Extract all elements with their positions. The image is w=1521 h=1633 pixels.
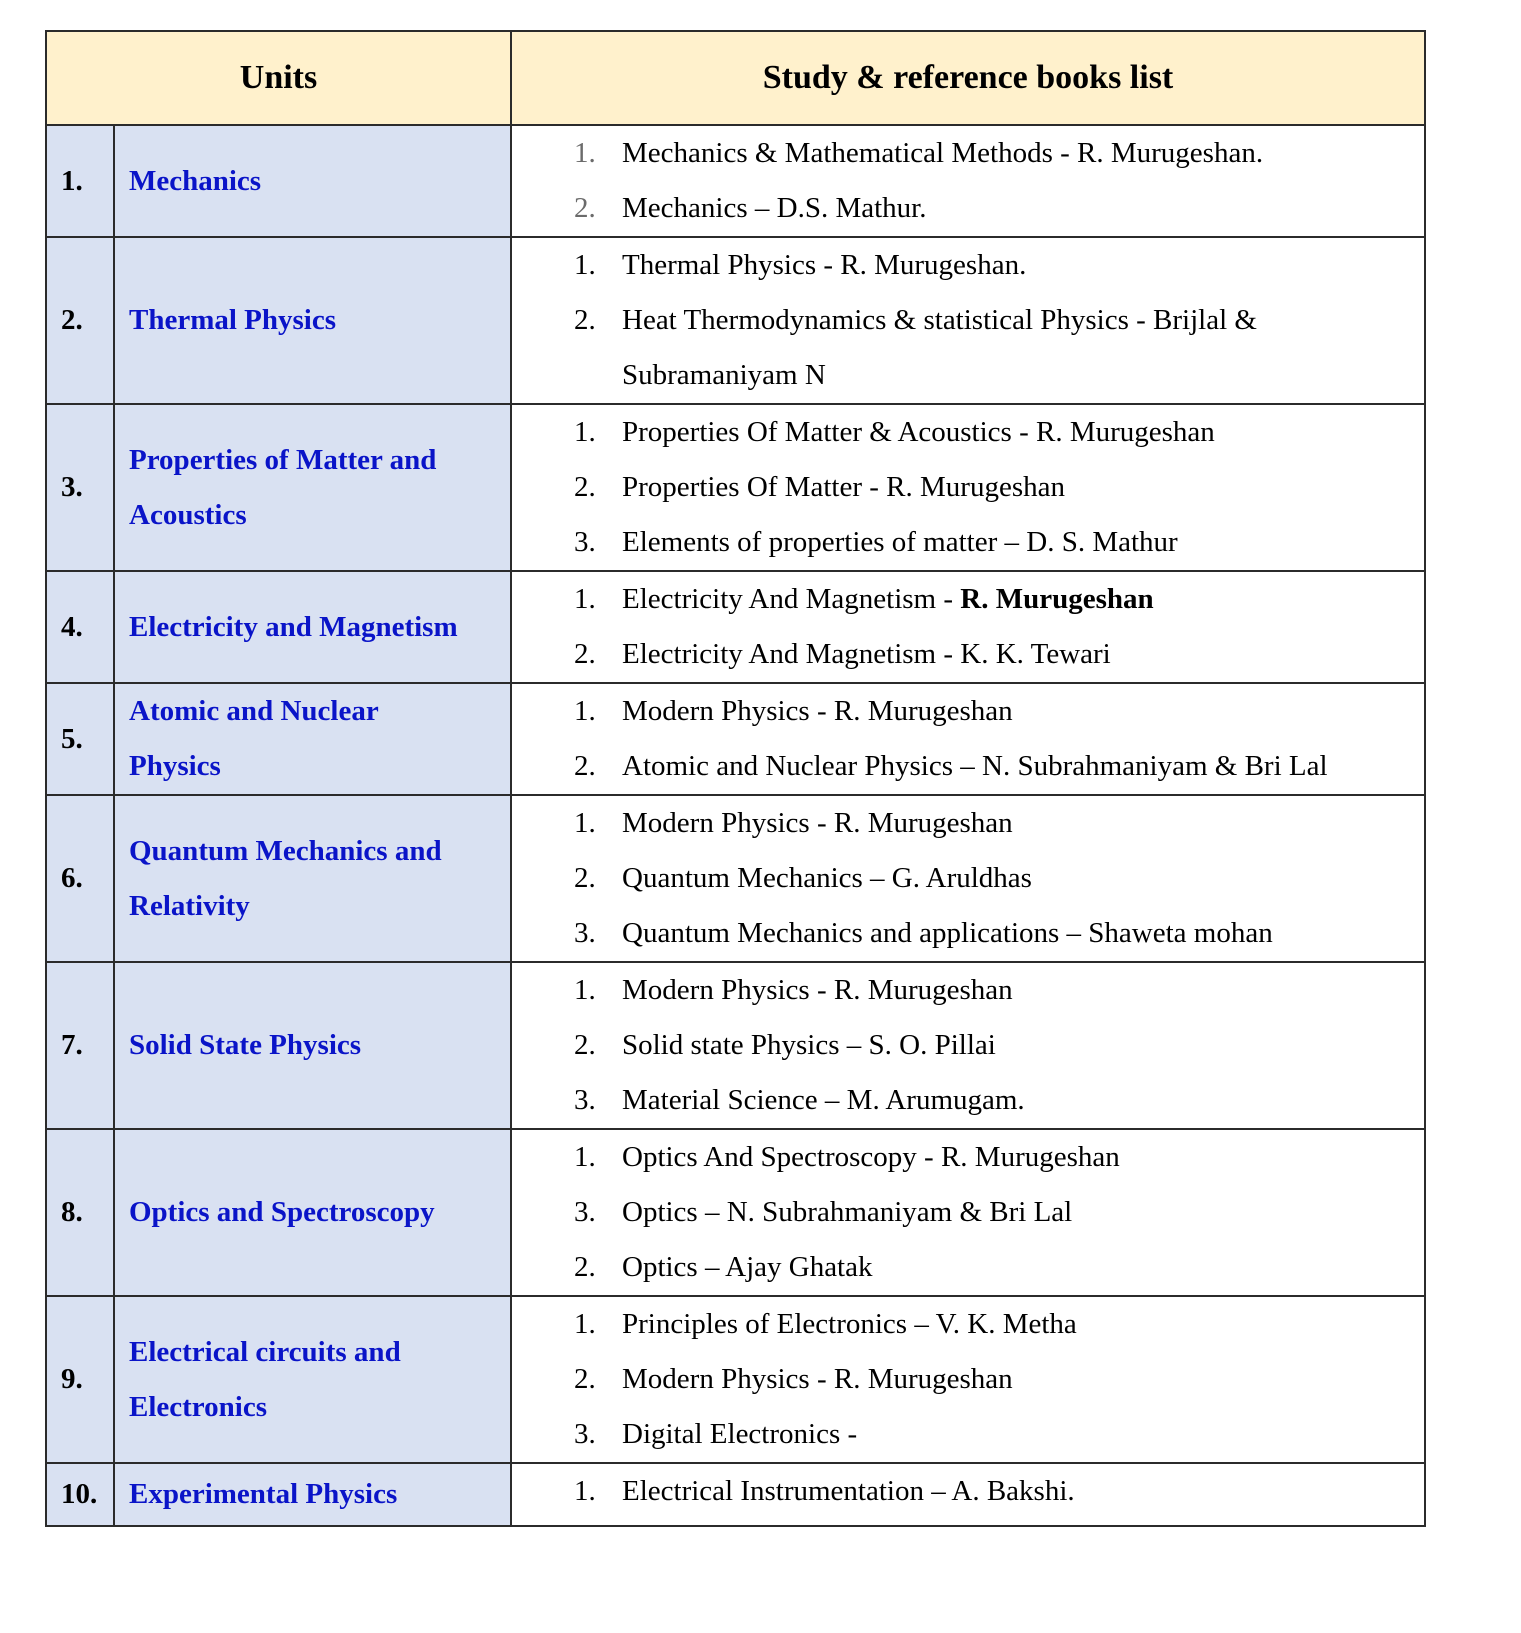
list-item (512, 572, 1424, 627)
book-author: R. Murugeshan (960, 583, 1154, 615)
list-item (512, 515, 1424, 570)
list-marker: 2. (574, 192, 596, 224)
list-item (512, 851, 1424, 906)
book-title: Quantum Mechanics and applications – (622, 917, 1089, 949)
book-title: Digital Electronics - (622, 1418, 858, 1450)
list-item (512, 1073, 1424, 1128)
header-row (46, 31, 1425, 125)
list-item (512, 1297, 1424, 1352)
book-list-cell (511, 125, 1425, 237)
book-author: D.S. Mathur. (776, 192, 927, 224)
book-list-cell (511, 1129, 1425, 1296)
syllabus-books-table (45, 30, 1426, 1527)
books-header: Study & reference books list (511, 31, 1425, 125)
list-marker: 3. (574, 1084, 596, 1116)
book-author: R. Murugeshan (886, 471, 1065, 503)
unit-number: 3. (46, 404, 114, 571)
units-header: Units (46, 31, 511, 125)
unit-name: Electrical circuits and Electronics (114, 1296, 511, 1463)
table-row (46, 571, 1425, 683)
list-item (512, 238, 1424, 293)
unit-number: 5. (46, 683, 114, 795)
book-author: N. Subrahmaniyam & Bri Lal (982, 750, 1328, 782)
table-row (46, 683, 1425, 795)
list-marker: 1. (574, 416, 596, 448)
book-author: V. K. Metha (935, 1308, 1077, 1340)
book-list-cell (511, 795, 1425, 962)
book-author: Brijlal & Subramaniyam N (622, 304, 1257, 391)
list-item (512, 1352, 1424, 1407)
list-marker: 1. (574, 583, 596, 615)
unit-name: Mechanics (114, 125, 511, 237)
list-marker: 1. (574, 137, 596, 169)
list-marker: 2. (574, 304, 596, 336)
list-item (512, 405, 1424, 460)
book-title: Solid state Physics – (622, 1029, 869, 1061)
unit-number: 4. (46, 571, 114, 683)
table-row (46, 1129, 1425, 1296)
list-item (512, 460, 1424, 515)
table-row (46, 404, 1425, 571)
book-title: Electricity And Magnetism - (622, 583, 961, 615)
book-title: Mechanics – (622, 192, 777, 224)
book-title: Modern Physics - (622, 807, 834, 839)
unit-number: 10. (46, 1463, 114, 1526)
list-marker: 1. (574, 249, 596, 281)
list-item (512, 1185, 1424, 1240)
table-row (46, 125, 1425, 237)
list-item (512, 181, 1424, 236)
list-marker: 3. (574, 526, 596, 558)
book-title: Mechanics & Mathematical Methods - (622, 137, 1078, 169)
book-author: Ajay Ghatak (725, 1251, 873, 1283)
book-author: R. Murugeshan (833, 974, 1013, 1006)
book-author: A. Bakshi. (951, 1475, 1075, 1507)
book-title: Thermal Physics - (622, 249, 841, 281)
list-marker: 3. (574, 1418, 596, 1450)
list-marker: 1. (574, 1475, 596, 1507)
list-item (512, 1240, 1424, 1295)
list-marker: 1. (574, 1141, 596, 1173)
list-marker: 2. (574, 1251, 596, 1283)
unit-name: Quantum Mechanics and Relativity (114, 795, 511, 962)
book-title: Elements of properties of matter – (622, 526, 1027, 558)
list-marker: 3. (574, 1196, 596, 1228)
list-marker: 1. (574, 807, 596, 839)
list-item (512, 293, 1424, 403)
book-title: Properties Of Matter - (622, 471, 887, 503)
book-author: Shaweta mohan (1088, 917, 1273, 949)
table-row (46, 962, 1425, 1129)
unit-number: 9. (46, 1296, 114, 1463)
book-title: Atomic and Nuclear Physics – (622, 750, 983, 782)
book-title: Modern Physics - (622, 974, 834, 1006)
list-item (512, 1130, 1424, 1185)
unit-name: Optics and Spectroscopy (114, 1129, 511, 1296)
list-item (512, 684, 1424, 739)
book-title: Material Science – (622, 1084, 847, 1116)
list-marker: 2. (574, 471, 596, 503)
unit-name: Properties of Matter and Acoustics (114, 404, 511, 571)
table-row (46, 237, 1425, 404)
list-item (512, 126, 1424, 181)
list-marker: 2. (574, 1029, 596, 1061)
book-author: S. O. Pillai (868, 1029, 996, 1061)
list-item (512, 1018, 1424, 1073)
book-title: Heat Thermodynamics & statistical Physics - (622, 304, 1154, 336)
list-item (512, 627, 1424, 682)
book-list-cell (511, 404, 1425, 571)
book-title: Properties Of Matter & Acoustics - (622, 416, 1036, 448)
list-item (512, 796, 1424, 851)
book-title: Optics – (622, 1251, 726, 1283)
book-list-cell (511, 1463, 1425, 1526)
book-author: G. Aruldhas (891, 862, 1032, 894)
list-item (512, 1407, 1424, 1462)
book-title: Electricity And Magnetism - (622, 638, 961, 670)
list-item (512, 906, 1424, 961)
unit-name: Solid State Physics (114, 962, 511, 1129)
book-author: R. Murugeshan. (1077, 137, 1264, 169)
book-list-cell (511, 1296, 1425, 1463)
book-author: R. Murugeshan (940, 1141, 1120, 1173)
book-list-cell (511, 571, 1425, 683)
unit-name: Electricity and Magnetism (114, 571, 511, 683)
unit-number: 6. (46, 795, 114, 962)
list-marker: 1. (574, 695, 596, 727)
book-author: M. Arumugam. (846, 1084, 1025, 1116)
list-marker: 2. (574, 750, 596, 782)
book-author: N. Subrahmaniyam & Bri Lal (726, 1196, 1073, 1228)
list-item (512, 739, 1424, 794)
book-author: R. Murugeshan. (840, 249, 1027, 281)
table-row (46, 795, 1425, 962)
unit-number: 7. (46, 962, 114, 1129)
list-marker: 2. (574, 1363, 596, 1395)
book-list-cell (511, 683, 1425, 795)
book-title: Electrical Instrumentation – (622, 1475, 952, 1507)
list-marker: 1. (574, 974, 596, 1006)
list-item (512, 963, 1424, 1018)
book-title: Optics – (622, 1196, 727, 1228)
list-marker: 2. (574, 862, 596, 894)
unit-number: 1. (46, 125, 114, 237)
table-row (46, 1463, 1425, 1526)
book-title: Optics And Spectroscopy - (622, 1141, 941, 1173)
book-title: Modern Physics - (622, 1363, 834, 1395)
unit-name: Atomic and Nuclear Physics (114, 683, 511, 795)
book-list-cell (511, 962, 1425, 1129)
unit-number: 2. (46, 237, 114, 404)
list-marker: 3. (574, 917, 596, 949)
book-title: Principles of Electronics – (622, 1308, 936, 1340)
table-row (46, 1296, 1425, 1463)
book-author: R. Murugeshan (833, 807, 1013, 839)
list-item (512, 1464, 1424, 1519)
book-title: Modern Physics - (622, 695, 834, 727)
list-marker: 2. (574, 638, 596, 670)
book-author: R. Murugeshan (833, 1363, 1013, 1395)
book-list-cell (511, 237, 1425, 404)
unit-name: Thermal Physics (114, 237, 511, 404)
book-author: K. K. Tewari (960, 638, 1111, 670)
unit-name: Experimental Physics (114, 1463, 511, 1526)
book-author: R. Murugeshan (833, 695, 1013, 727)
book-title: Quantum Mechanics – (622, 862, 892, 894)
book-author: D. S. Mathur (1026, 526, 1178, 558)
book-author: R. Murugeshan (1035, 416, 1215, 448)
unit-number: 8. (46, 1129, 114, 1296)
list-marker: 1. (574, 1308, 596, 1340)
